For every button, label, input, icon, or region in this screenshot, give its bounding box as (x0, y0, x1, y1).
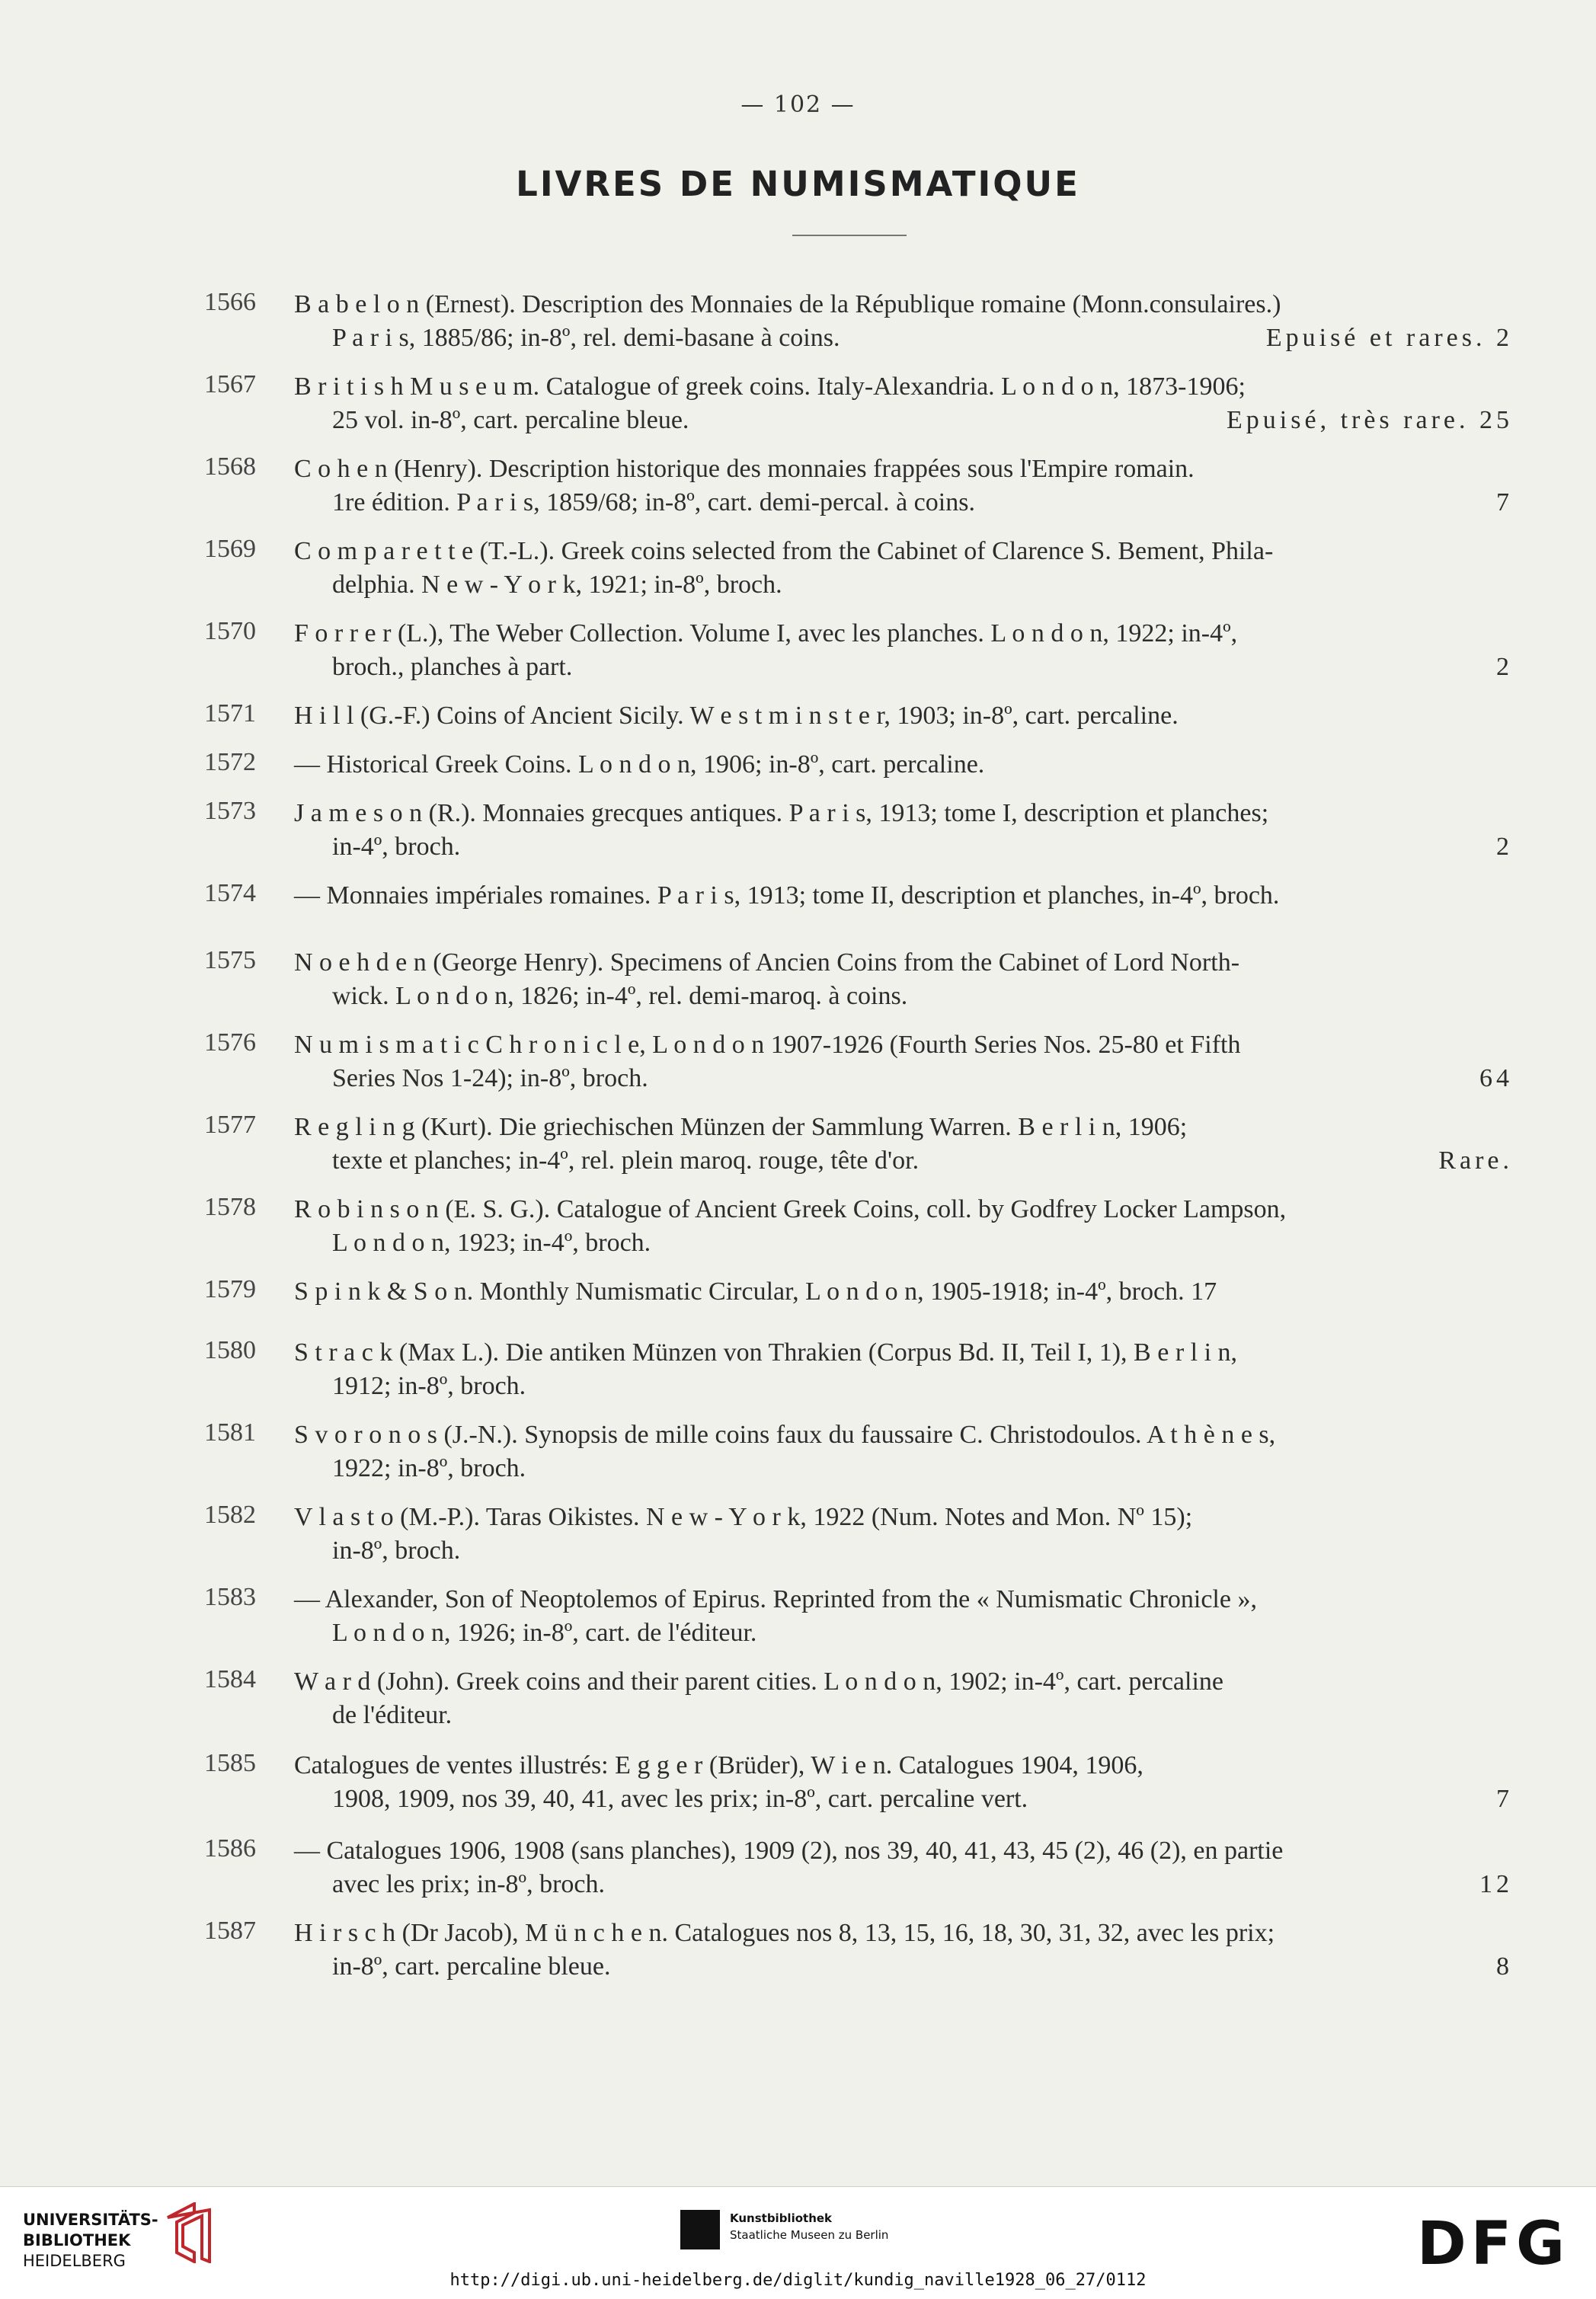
entry-line-1: J a m e s o n (R.). Monnaies grecques antiques. P a r i s, 1913; tome I, description et planches; (294, 799, 1269, 827)
entry-line-2 (332, 980, 1513, 1013)
entry-number: 1578 (204, 1193, 256, 1221)
entry-line-1: Catalogues de ventes illustrés: E g g e r (Brüder), W i e n. Catalogues 1904, 1906, (294, 1751, 1143, 1779)
entry-note: 8 (1496, 1952, 1513, 1981)
entry-number: 1567 (204, 370, 256, 398)
entry-note: 12 (1479, 1870, 1513, 1898)
entry-number: 1576 (204, 1028, 256, 1057)
entry-text: 1908, 1909, nos 39, 40, 41, avec les prix; in-8º, cart. percaline vert. (332, 1785, 1028, 1813)
entry-number: 1587 (204, 1917, 256, 1945)
kunstbibliothek-logo-icon (680, 2210, 720, 2249)
entry-line-1: C o m p a r e t t e (T.-L.). Greek coins selected from the Cabinet of Clarence S. Bement, Phila- (294, 537, 1274, 565)
entry-number: 1572 (204, 748, 256, 776)
entry-number: 1570 (204, 617, 256, 645)
entry-text: wick. L o n d o n, 1826; in-4º, rel. demi-maroq. à coins. (332, 982, 908, 1010)
footer-bar (0, 2186, 1596, 2299)
entry-note: 2 (1496, 833, 1513, 861)
entry-number: 1577 (204, 1111, 256, 1139)
entry-number: 1575 (204, 946, 256, 974)
entry-text: 1922; in-8º, broch. (332, 1454, 526, 1482)
entry-number: 1585 (204, 1749, 256, 1777)
entry-number: 1580 (204, 1336, 256, 1364)
entry-line-1: N o e h d e n (George Henry). Specimens of Ancien Coins from the Cabinet of Lord North- (294, 948, 1240, 977)
entry-line-1: — Monnaies impériales romaines. P a r i s, 1913; tome II, description et planches, in-4º, broch. (294, 881, 1280, 910)
entry-line-2 (332, 1370, 1513, 1403)
entry-line-1: B r i t i s h M u s e u m. Catalogue of greek coins. Italy-Alexandria. L o n d o n, 1873-1906; (294, 373, 1246, 401)
entry-note: Rare. (1438, 1146, 1513, 1175)
entry-line-1: F o r r e r (L.), The Weber Collection. Volume I, avec les planches. L o n d o n, 1922; in-4º, (294, 619, 1238, 647)
entry-line-2 (332, 830, 1513, 864)
entry-text: in-8º, cart. percaline bleue. (332, 1952, 611, 1981)
entry-number: 1586 (204, 1834, 256, 1863)
page-number: — 102 — (740, 91, 856, 118)
kunstbibliothek-logo-text[interactable] (730, 2210, 888, 2243)
entry-line-1: C o h e n (Henry). Description historique des monnaies frappées sous l'Empire romain. (294, 455, 1195, 483)
entry-text: P a r i s, 1885/86; in-8º, rel. demi-basane à coins. (332, 324, 840, 352)
entry-line-2 (332, 321, 1513, 355)
entry-line-2 (332, 1144, 1513, 1178)
entry-line-2 (332, 1062, 1513, 1095)
entry-number: 1569 (204, 535, 256, 563)
entry-number: 1566 (204, 288, 256, 316)
entry-line-1: W a r d (John). Greek coins and their parent cities. L o n d o n, 1902; in-4º, cart. percaline (294, 1667, 1223, 1696)
entry-line-1: R o b i n s o n (E. S. G.). Catalogue of Ancient Greek Coins, coll. by Godfrey Locker Lampson, (294, 1195, 1287, 1223)
kb-line-2: Staatliche Museen zu Berlin (730, 2228, 889, 2242)
kb-line-1: Kunstbibliothek (730, 2211, 833, 2225)
entry-line-2 (332, 486, 1513, 520)
entry-text: in-4º, broch. (332, 833, 461, 861)
entry-number: 1571 (204, 699, 256, 727)
entry-note: Epuisé, très rare. 25 (1227, 406, 1513, 434)
entry-text: de l'éditeur. (332, 1701, 453, 1729)
entry-number: 1579 (204, 1275, 256, 1303)
entry-line-1: S t r a c k (Max L.). Die antiken Münzen von Thrakien (Corpus Bd. II, Teil I, 1), B e r l i n, (294, 1338, 1238, 1367)
entry-line-2 (332, 1950, 1513, 1984)
entry-number: 1573 (204, 797, 256, 825)
entry-line-1: S p i n k & S o n. Monthly Numismatic Circular, L o n d o n, 1905-1918; in-4º, broch. 17 (294, 1277, 1217, 1306)
entry-number: 1583 (204, 1583, 256, 1611)
entry-text: L o n d o n, 1926; in-8º, cart. de l'éditeur. (332, 1619, 757, 1647)
entry-text: 1912; in-8º, broch. (332, 1372, 526, 1400)
entry-note: Epuisé et rares. 2 (1265, 324, 1513, 352)
entry-text: 1re édition. P a r i s, 1859/68; in-8º, cart. demi-percal. à coins. (332, 488, 975, 516)
entry-line-1: S v o r o n o s (J.-N.). Synopsis de mille coins faux du faussaire C. Christodoulos. A t h è n e s, (294, 1421, 1276, 1449)
entry-line-1: B a b e l o n (Ernest). Description des Monnaies de la République romaine (Monn.consulaires.) (294, 290, 1281, 318)
ub-line-2: BIBLIOTHEK (23, 2231, 131, 2249)
entry-line-2 (332, 1699, 1513, 1732)
entry-line-1: R e g l i n g (Kurt). Die griechischen Münzen der Sammlung Warren. B e r l i n, 1906; (294, 1113, 1188, 1141)
ub-line-3: HEIDELBERG (23, 2252, 126, 2270)
entry-text: Series Nos 1-24); in-8º, broch. (332, 1064, 648, 1092)
entry-line-2 (332, 1868, 1513, 1901)
entry-line-2 (332, 1534, 1513, 1568)
entry-text: 25 vol. in-8º, cart. percaline bleue. (332, 406, 689, 434)
entry-line-1: V l a s t o (M.-P.). Taras Oikistes. N e w - Y o r k, 1922 (Num. Notes and Mon. Nº 15); (294, 1503, 1193, 1531)
entry-line-2 (332, 1783, 1513, 1816)
entry-line-2 (332, 568, 1513, 602)
entry-line-2 (332, 404, 1513, 437)
source-url[interactable]: http://digi.ub.uni-heidelberg.de/diglit/kundig_naville1928_06_27/0112 (449, 2271, 1147, 2290)
entry-line-2 (332, 1616, 1513, 1650)
page-title: LIVRES DE NUMISMATIQUE (516, 164, 1080, 204)
ub-heidelberg-logo-icon (160, 2202, 221, 2263)
entry-number: 1581 (204, 1418, 256, 1447)
entry-text: in-8º, broch. (332, 1536, 461, 1565)
entry-note: 7 (1496, 1785, 1513, 1813)
entry-text: texte et planches; in-4º, rel. plein maroq. rouge, tête d'or. (332, 1146, 920, 1175)
entry-number: 1584 (204, 1665, 256, 1693)
entry-line-1: H i r s c h (Dr Jacob), M ü n c h e n. Catalogues nos 8, 13, 15, 16, 18, 30, 31, 32, avec les prix; (294, 1919, 1275, 1947)
title-divider (792, 235, 907, 236)
entry-line-2 (332, 1226, 1513, 1260)
entry-line-1: N u m i s m a t i c C h r o n i c l e, L o n d o n 1907-1926 (Fourth Series Nos. 25-80 et Fifth (294, 1031, 1241, 1059)
entry-text: broch., planches à part. (332, 653, 573, 681)
entry-line-2 (332, 1452, 1513, 1485)
entry-text: L o n d o n, 1923; in-4º, broch. (332, 1229, 651, 1257)
ub-line-1: UNIVERSITÄTS- (23, 2211, 158, 2229)
dfg-logo[interactable]: DFG (1417, 2210, 1570, 2278)
entry-number: 1582 (204, 1501, 256, 1529)
entry-number: 1574 (204, 879, 256, 907)
entry-line-1: — Historical Greek Coins. L o n d o n, 1906; in-8º, cart. percaline. (294, 750, 985, 779)
entry-line-2 (332, 651, 1513, 684)
entry-note: 2 (1496, 653, 1513, 681)
entry-line-1: — Catalogues 1906, 1908 (sans planches), 1909 (2), nos 39, 40, 41, 43, 45 (2), 46 (2), en partie (294, 1837, 1284, 1865)
entry-line-1: — Alexander, Son of Neoptolemos of Epirus. Reprinted from the « Numismatic Chronicle », (294, 1585, 1257, 1613)
entry-note: 64 (1479, 1064, 1513, 1092)
entry-line-1: H i l l (G.-F.) Coins of Ancient Sicily. W e s t m i n s t e r, 1903; in-8º, cart. percaline. (294, 702, 1179, 730)
entry-number: 1568 (204, 452, 256, 481)
entry-text: delphia. N e w - Y o r k, 1921; in-8º, broch. (332, 571, 782, 599)
entry-text: avec les prix; in-8º, broch. (332, 1870, 605, 1898)
entry-note: 7 (1496, 488, 1513, 516)
